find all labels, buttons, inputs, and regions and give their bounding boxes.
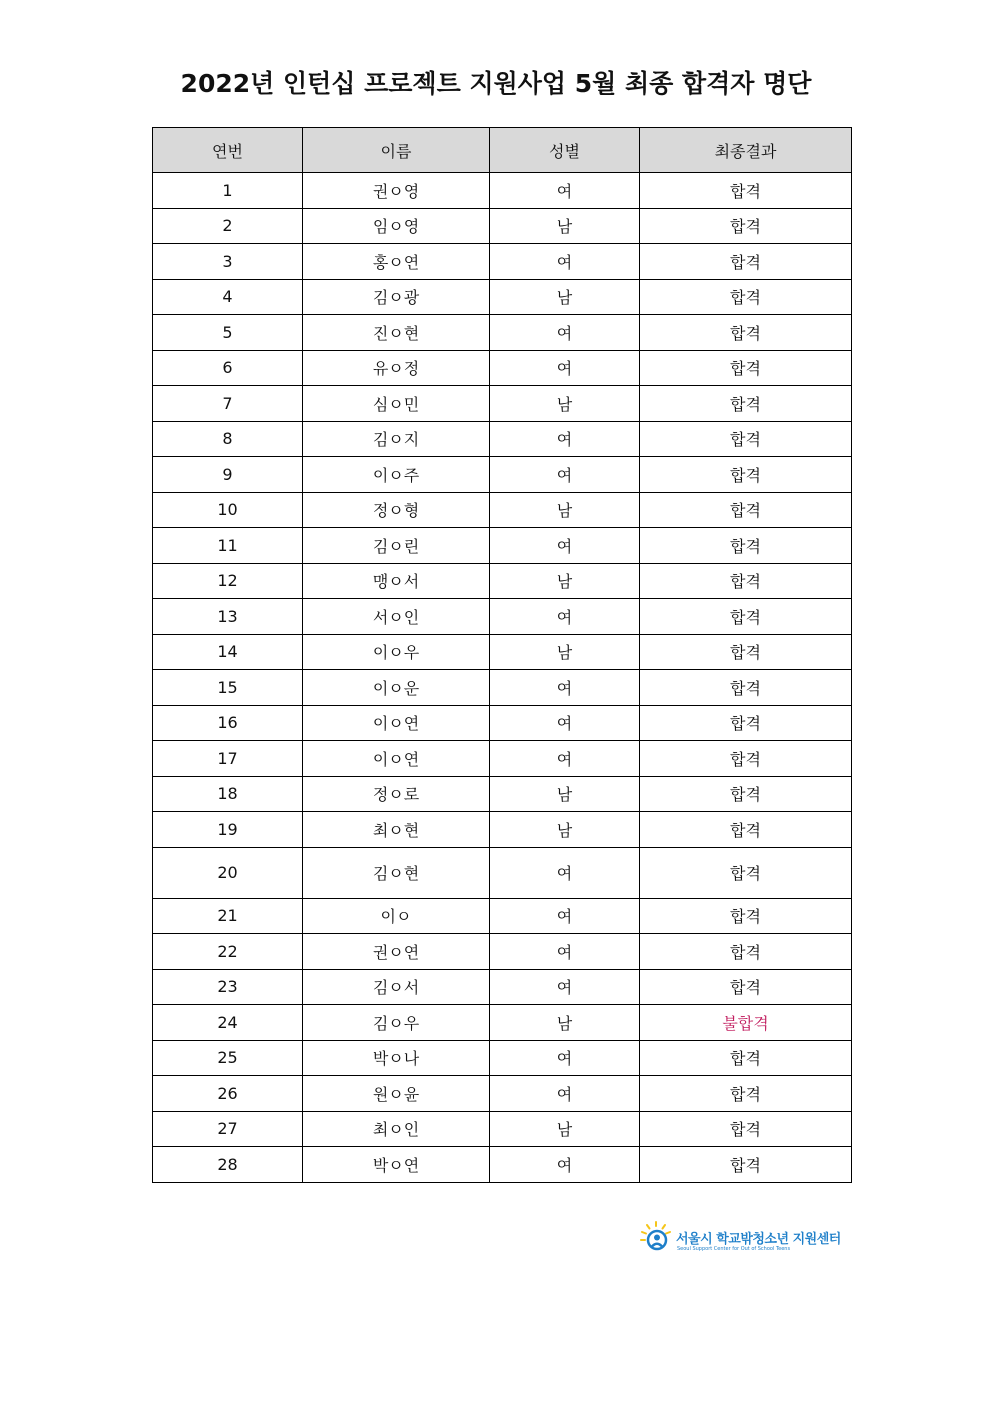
table-row bbox=[153, 1076, 852, 1112]
cell-result: 합격 bbox=[640, 563, 852, 599]
cell-number: 16 bbox=[153, 705, 303, 741]
cell-name: 김ㅇ현 bbox=[303, 847, 490, 898]
cell-name: 심ㅇ민 bbox=[303, 386, 490, 422]
cell-result: 합격 bbox=[640, 599, 852, 635]
organization-logo bbox=[640, 1221, 855, 1257]
table-row bbox=[153, 421, 852, 457]
cell-result: 합격 bbox=[640, 528, 852, 564]
cell-name: 김ㅇ광 bbox=[303, 279, 490, 315]
table-row bbox=[153, 492, 852, 528]
cell-number: 6 bbox=[153, 350, 303, 386]
cell-name: 권ㅇ연 bbox=[303, 934, 490, 970]
cell-name: 김ㅇ서 bbox=[303, 969, 490, 1005]
table-row bbox=[153, 705, 852, 741]
column-header-gender: 성별 bbox=[490, 128, 640, 173]
logo-emblem-icon bbox=[640, 1221, 672, 1255]
cell-name: 맹ㅇ서 bbox=[303, 563, 490, 599]
table-row bbox=[153, 776, 852, 812]
cell-gender: 여 bbox=[490, 315, 640, 351]
cell-number: 24 bbox=[153, 1005, 303, 1041]
cell-name: 김ㅇ우 bbox=[303, 1005, 490, 1041]
cell-gender: 남 bbox=[490, 208, 640, 244]
table-row bbox=[153, 934, 852, 970]
cell-gender: 여 bbox=[490, 1040, 640, 1076]
table-row bbox=[153, 670, 852, 706]
cell-name: 이ㅇ bbox=[303, 898, 490, 934]
cell-result: 합격 bbox=[640, 208, 852, 244]
table-row bbox=[153, 208, 852, 244]
cell-number: 23 bbox=[153, 969, 303, 1005]
cell-result: 합격 bbox=[640, 279, 852, 315]
cell-gender: 남 bbox=[490, 386, 640, 422]
cell-gender: 여 bbox=[490, 934, 640, 970]
table-row bbox=[153, 386, 852, 422]
cell-result: 합격 bbox=[640, 421, 852, 457]
cell-result: 합격 bbox=[640, 173, 852, 209]
cell-result: 합격 bbox=[640, 244, 852, 280]
cell-gender: 남 bbox=[490, 492, 640, 528]
table-row bbox=[153, 457, 852, 493]
table-row bbox=[153, 599, 852, 635]
cell-number: 25 bbox=[153, 1040, 303, 1076]
table-row bbox=[153, 528, 852, 564]
cell-result: 합격 bbox=[640, 934, 852, 970]
cell-gender: 여 bbox=[490, 705, 640, 741]
table-header-row bbox=[153, 128, 852, 173]
cell-number: 15 bbox=[153, 670, 303, 706]
table-row bbox=[153, 350, 852, 386]
cell-name: 최ㅇ인 bbox=[303, 1111, 490, 1147]
cell-number: 5 bbox=[153, 315, 303, 351]
cell-name: 최ㅇ현 bbox=[303, 812, 490, 848]
cell-name: 박ㅇ나 bbox=[303, 1040, 490, 1076]
cell-number: 17 bbox=[153, 741, 303, 777]
cell-number: 21 bbox=[153, 898, 303, 934]
cell-result: 합격 bbox=[640, 776, 852, 812]
cell-number: 7 bbox=[153, 386, 303, 422]
cell-gender: 여 bbox=[490, 244, 640, 280]
cell-gender: 여 bbox=[490, 1147, 640, 1183]
cell-result: 불합격 bbox=[640, 1005, 852, 1041]
cell-gender: 남 bbox=[490, 279, 640, 315]
cell-number: 4 bbox=[153, 279, 303, 315]
cell-result: 합격 bbox=[640, 350, 852, 386]
cell-number: 13 bbox=[153, 599, 303, 635]
cell-name: 정ㅇ로 bbox=[303, 776, 490, 812]
cell-name: 권ㅇ영 bbox=[303, 173, 490, 209]
cell-name: 이ㅇ운 bbox=[303, 670, 490, 706]
table-row bbox=[153, 1040, 852, 1076]
table-row bbox=[153, 969, 852, 1005]
table-row bbox=[153, 741, 852, 777]
cell-gender: 남 bbox=[490, 812, 640, 848]
cell-result: 합격 bbox=[640, 1147, 852, 1183]
cell-result: 합격 bbox=[640, 634, 852, 670]
cell-gender: 여 bbox=[490, 741, 640, 777]
cell-gender: 여 bbox=[490, 457, 640, 493]
cell-name: 김ㅇ린 bbox=[303, 528, 490, 564]
logo-organization-name: 서울시 학교밖청소년 지원센터 bbox=[676, 1232, 841, 1247]
cell-number: 2 bbox=[153, 208, 303, 244]
cell-result: 합격 bbox=[640, 898, 852, 934]
cell-gender: 남 bbox=[490, 634, 640, 670]
cell-gender: 여 bbox=[490, 599, 640, 635]
cell-name: 진ㅇ현 bbox=[303, 315, 490, 351]
cell-number: 10 bbox=[153, 492, 303, 528]
table-row bbox=[153, 847, 852, 898]
cell-result: 합격 bbox=[640, 1111, 852, 1147]
cell-name: 원ㅇ윤 bbox=[303, 1076, 490, 1112]
cell-result: 합격 bbox=[640, 670, 852, 706]
table-row bbox=[153, 563, 852, 599]
table-row bbox=[153, 898, 852, 934]
cell-gender: 여 bbox=[490, 969, 640, 1005]
page-title: 2022년 인턴십 프로젝트 지원사업 5월 최종 합격자 명단 bbox=[180, 69, 812, 98]
cell-result: 합격 bbox=[640, 705, 852, 741]
table-row bbox=[153, 1111, 852, 1147]
column-header-name: 이름 bbox=[303, 128, 490, 173]
cell-number: 11 bbox=[153, 528, 303, 564]
cell-name: 임ㅇ영 bbox=[303, 208, 490, 244]
cell-name: 서ㅇ인 bbox=[303, 599, 490, 635]
table-row bbox=[153, 812, 852, 848]
cell-number: 9 bbox=[153, 457, 303, 493]
cell-number: 26 bbox=[153, 1076, 303, 1112]
cell-result: 합격 bbox=[640, 386, 852, 422]
cell-result: 합격 bbox=[640, 1040, 852, 1076]
cell-result: 합격 bbox=[640, 457, 852, 493]
table-row bbox=[153, 244, 852, 280]
cell-result: 합격 bbox=[640, 1076, 852, 1112]
cell-gender: 여 bbox=[490, 1076, 640, 1112]
results-table bbox=[152, 127, 852, 1183]
cell-number: 27 bbox=[153, 1111, 303, 1147]
cell-name: 정ㅇ형 bbox=[303, 492, 490, 528]
column-header-number: 연번 bbox=[153, 128, 303, 173]
cell-gender: 여 bbox=[490, 898, 640, 934]
cell-result: 합격 bbox=[640, 315, 852, 351]
cell-number: 14 bbox=[153, 634, 303, 670]
table-row bbox=[153, 173, 852, 209]
cell-name: 이ㅇ연 bbox=[303, 705, 490, 741]
table-row bbox=[153, 315, 852, 351]
cell-gender: 남 bbox=[490, 563, 640, 599]
cell-gender: 여 bbox=[490, 670, 640, 706]
cell-number: 18 bbox=[153, 776, 303, 812]
cell-name: 박ㅇ연 bbox=[303, 1147, 490, 1183]
cell-number: 22 bbox=[153, 934, 303, 970]
table-row bbox=[153, 634, 852, 670]
cell-name: 김ㅇ지 bbox=[303, 421, 490, 457]
cell-name: 유ㅇ정 bbox=[303, 350, 490, 386]
cell-number: 12 bbox=[153, 563, 303, 599]
cell-gender: 남 bbox=[490, 776, 640, 812]
cell-number: 19 bbox=[153, 812, 303, 848]
cell-gender: 남 bbox=[490, 1005, 640, 1041]
cell-result: 합격 bbox=[640, 492, 852, 528]
table-row bbox=[153, 1005, 852, 1041]
cell-result: 합격 bbox=[640, 847, 852, 898]
table-row bbox=[153, 1147, 852, 1183]
cell-gender: 여 bbox=[490, 350, 640, 386]
cell-result: 합격 bbox=[640, 969, 852, 1005]
cell-result: 합격 bbox=[640, 741, 852, 777]
cell-number: 8 bbox=[153, 421, 303, 457]
cell-gender: 여 bbox=[490, 173, 640, 209]
cell-number: 20 bbox=[153, 847, 303, 898]
cell-result: 합격 bbox=[640, 812, 852, 848]
cell-gender: 남 bbox=[490, 1111, 640, 1147]
logo-organization-subtitle: Seoul Support Center for Out of School Teens bbox=[677, 1246, 791, 1252]
cell-gender: 여 bbox=[490, 847, 640, 898]
cell-gender: 여 bbox=[490, 421, 640, 457]
cell-name: 홍ㅇ연 bbox=[303, 244, 490, 280]
cell-name: 이ㅇ주 bbox=[303, 457, 490, 493]
cell-number: 3 bbox=[153, 244, 303, 280]
cell-number: 28 bbox=[153, 1147, 303, 1183]
cell-name: 이ㅇ연 bbox=[303, 741, 490, 777]
cell-name: 이ㅇ우 bbox=[303, 634, 490, 670]
column-header-result: 최종결과 bbox=[640, 128, 852, 173]
cell-number: 1 bbox=[153, 173, 303, 209]
table-body bbox=[153, 173, 852, 1183]
cell-gender: 여 bbox=[490, 528, 640, 564]
table-row bbox=[153, 279, 852, 315]
